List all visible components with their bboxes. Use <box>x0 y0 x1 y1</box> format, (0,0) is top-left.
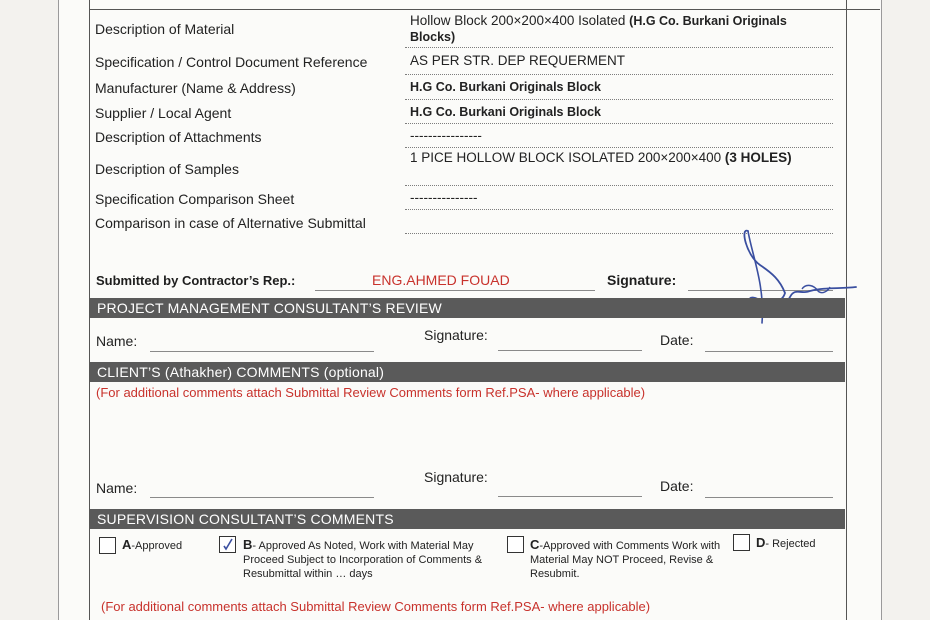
field-value-supplier: H.G Co. Burkani Originals Block <box>410 105 602 119</box>
option-a-checkbox[interactable] <box>99 537 116 554</box>
field-label-spec-reference: Specification / Control Document Reference <box>95 54 368 70</box>
option-c-label: C-Approved with Comments Work with Material May NOT Proceed, Revise & Resubmit. <box>530 537 721 580</box>
field-label-supplier: Supplier / Local Agent <box>95 105 232 121</box>
option-a-label: A-Approved <box>122 537 183 552</box>
pmc-review-header: PROJECT MANAGEMENT CONSULTANT’S REVIEW <box>90 298 845 318</box>
field-label-comparison-sheet: Specification Comparison Sheet <box>95 191 295 207</box>
field-value-manufacturer: H.G Co. Burkani Originals Block <box>410 80 602 94</box>
client-name-label: Name: <box>96 480 138 496</box>
client-comments-header: CLIENT’S (Athakher) COMMENTS (optional) <box>90 362 845 382</box>
field-label-alternative: Comparison in case of Alternative Submittal <box>95 215 366 231</box>
contractor-rep-name: ENG.AHMED FOUAD <box>372 272 510 288</box>
client-comments-note: (For additional comments attach Submittal Review Comments form Ref.PSA- where applicable) <box>96 385 646 400</box>
field-value-spec-reference: AS PER STR. DEP REQUERMENT <box>410 53 626 68</box>
field-value-material: Hollow Block 200×200×400 Isolated (H.G Co. Burkani Originals Blocks) <box>410 13 787 44</box>
option-b-checkbox[interactable] <box>219 536 236 553</box>
field-value-comparison-sheet: --------------- <box>410 190 478 205</box>
checkmark-icon <box>220 537 235 552</box>
pmc-date-label: Date: <box>660 332 694 348</box>
submitted-by-label: Submitted by Contractor’s Rep.: <box>96 273 296 288</box>
client-date-label: Date: <box>660 478 694 494</box>
option-b-label: B- Approved As Noted, Work with Material May Proceed Subject to Incorporation of Comments & Resubmittal within … days <box>243 537 483 580</box>
field-value-samples: 1 PICE HOLLOW BLOCK ISOLATED 200×200×400 (3 HOLES) <box>410 150 792 165</box>
top-border <box>89 0 880 10</box>
field-value-attachments: ---------------- <box>410 128 482 143</box>
supervision-comments-note: (For additional comments attach Submittal Review Comments form Ref.PSA- where applicable) <box>101 599 651 614</box>
client-signature-label: Signature: <box>424 469 488 485</box>
field-label-attachments: Description of Attachments <box>95 129 262 145</box>
option-c-checkbox[interactable] <box>507 536 524 553</box>
supervision-comments-header: SUPERVISION CONSULTANT’S COMMENTS <box>90 509 845 529</box>
option-d-label: D- Rejected <box>756 535 816 550</box>
pmc-signature-label: Signature: <box>424 327 488 343</box>
field-label-material: Description of Material <box>95 21 235 37</box>
field-label-samples: Description of Samples <box>95 161 239 177</box>
field-label-manufacturer: Manufacturer (Name & Address) <box>95 80 296 96</box>
option-d-checkbox[interactable] <box>733 534 750 551</box>
pmc-name-label: Name: <box>96 333 138 349</box>
contractor-signature-label: Signature: <box>607 272 677 288</box>
